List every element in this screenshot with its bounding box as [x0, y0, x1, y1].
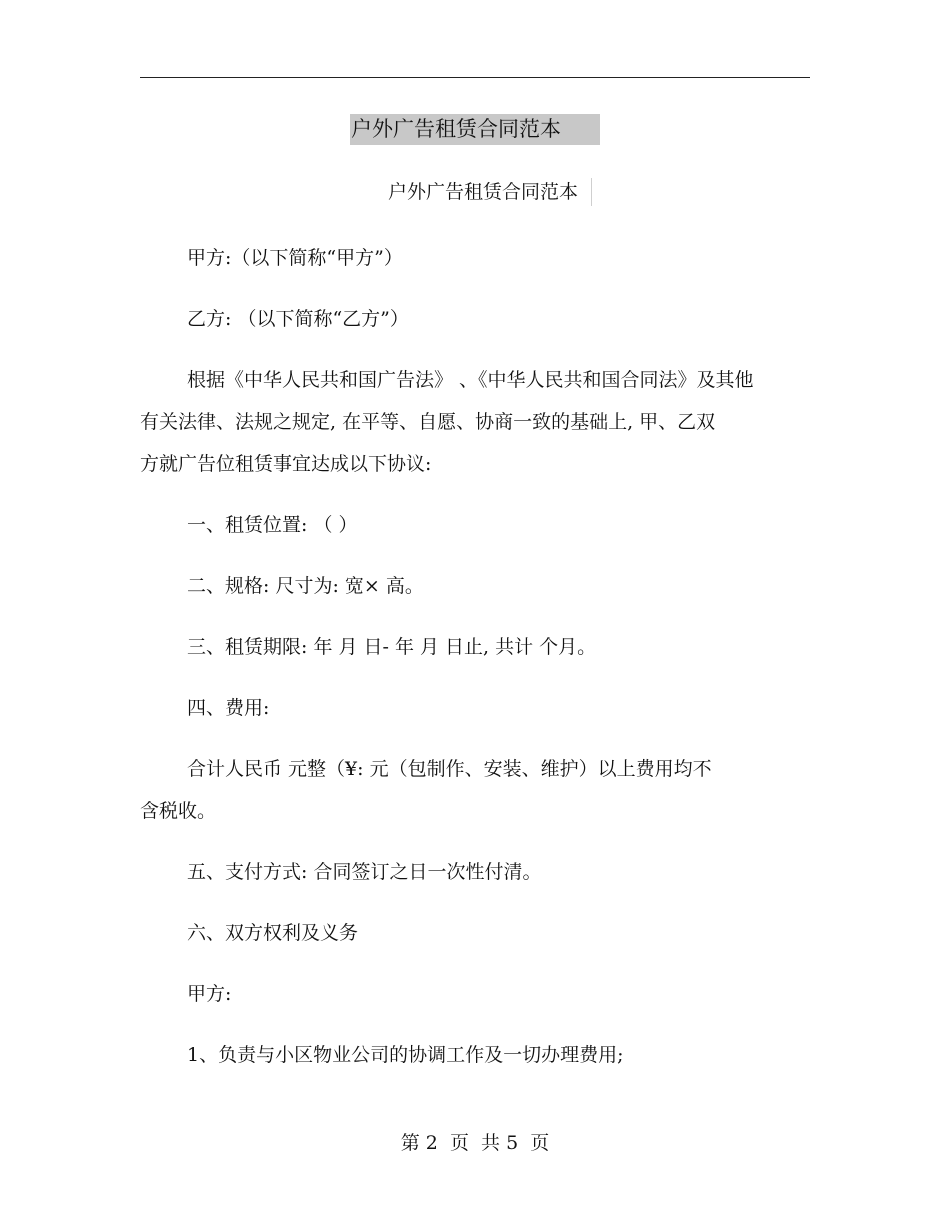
clause-3: 三、租赁期限: 年 月 日- 年 月 日止, 共计 个月。 — [187, 636, 597, 658]
document-title-highlighted: 户外广告租赁合同范本 — [350, 114, 600, 145]
clause-6-party-a: 甲方: — [187, 983, 232, 1005]
party-a-line: 甲方:（以下简称“甲方”） — [187, 247, 403, 269]
clause-6: 六、双方权利及义务 — [187, 922, 359, 944]
clause-2: 二、规格: 尺寸为: 宽× 高。 — [187, 575, 424, 597]
clause-6-item-1: 1、负责与小区物业公司的协调工作及一切办理费用; — [187, 1044, 624, 1066]
preamble-line-1: 根据《中华人民共和国广告法》 、《中华人民共和国合同法》及其他 — [187, 369, 754, 391]
clause-4: 四、费用: — [187, 697, 270, 719]
clause-4-detail-line-2: 含税收。 — [140, 800, 217, 822]
preamble-line-3: 方就广告位租赁事宜达成以下协议: — [140, 453, 432, 475]
page-footer: 第 2 页 共 5 页 — [400, 1132, 550, 1154]
clause-5: 五、支付方式: 合同签订之日一次性付清。 — [187, 861, 542, 883]
clause-4-detail-line-1: 合计人民币 元整（¥: 元（包制作、安装、维护）以上费用均不 — [187, 758, 712, 780]
header-rule — [140, 77, 810, 78]
preamble-line-2: 有关法律、法规之规定, 在平等、自愿、协商一致的基础上, 甲、乙双 — [140, 411, 716, 433]
party-b-line: 乙方: （以下简称“乙方”） — [187, 308, 409, 330]
clause-1: 一、租赁位置: （ ） — [187, 514, 358, 536]
document-title: 户外广告租赁合同范本 — [388, 178, 592, 206]
